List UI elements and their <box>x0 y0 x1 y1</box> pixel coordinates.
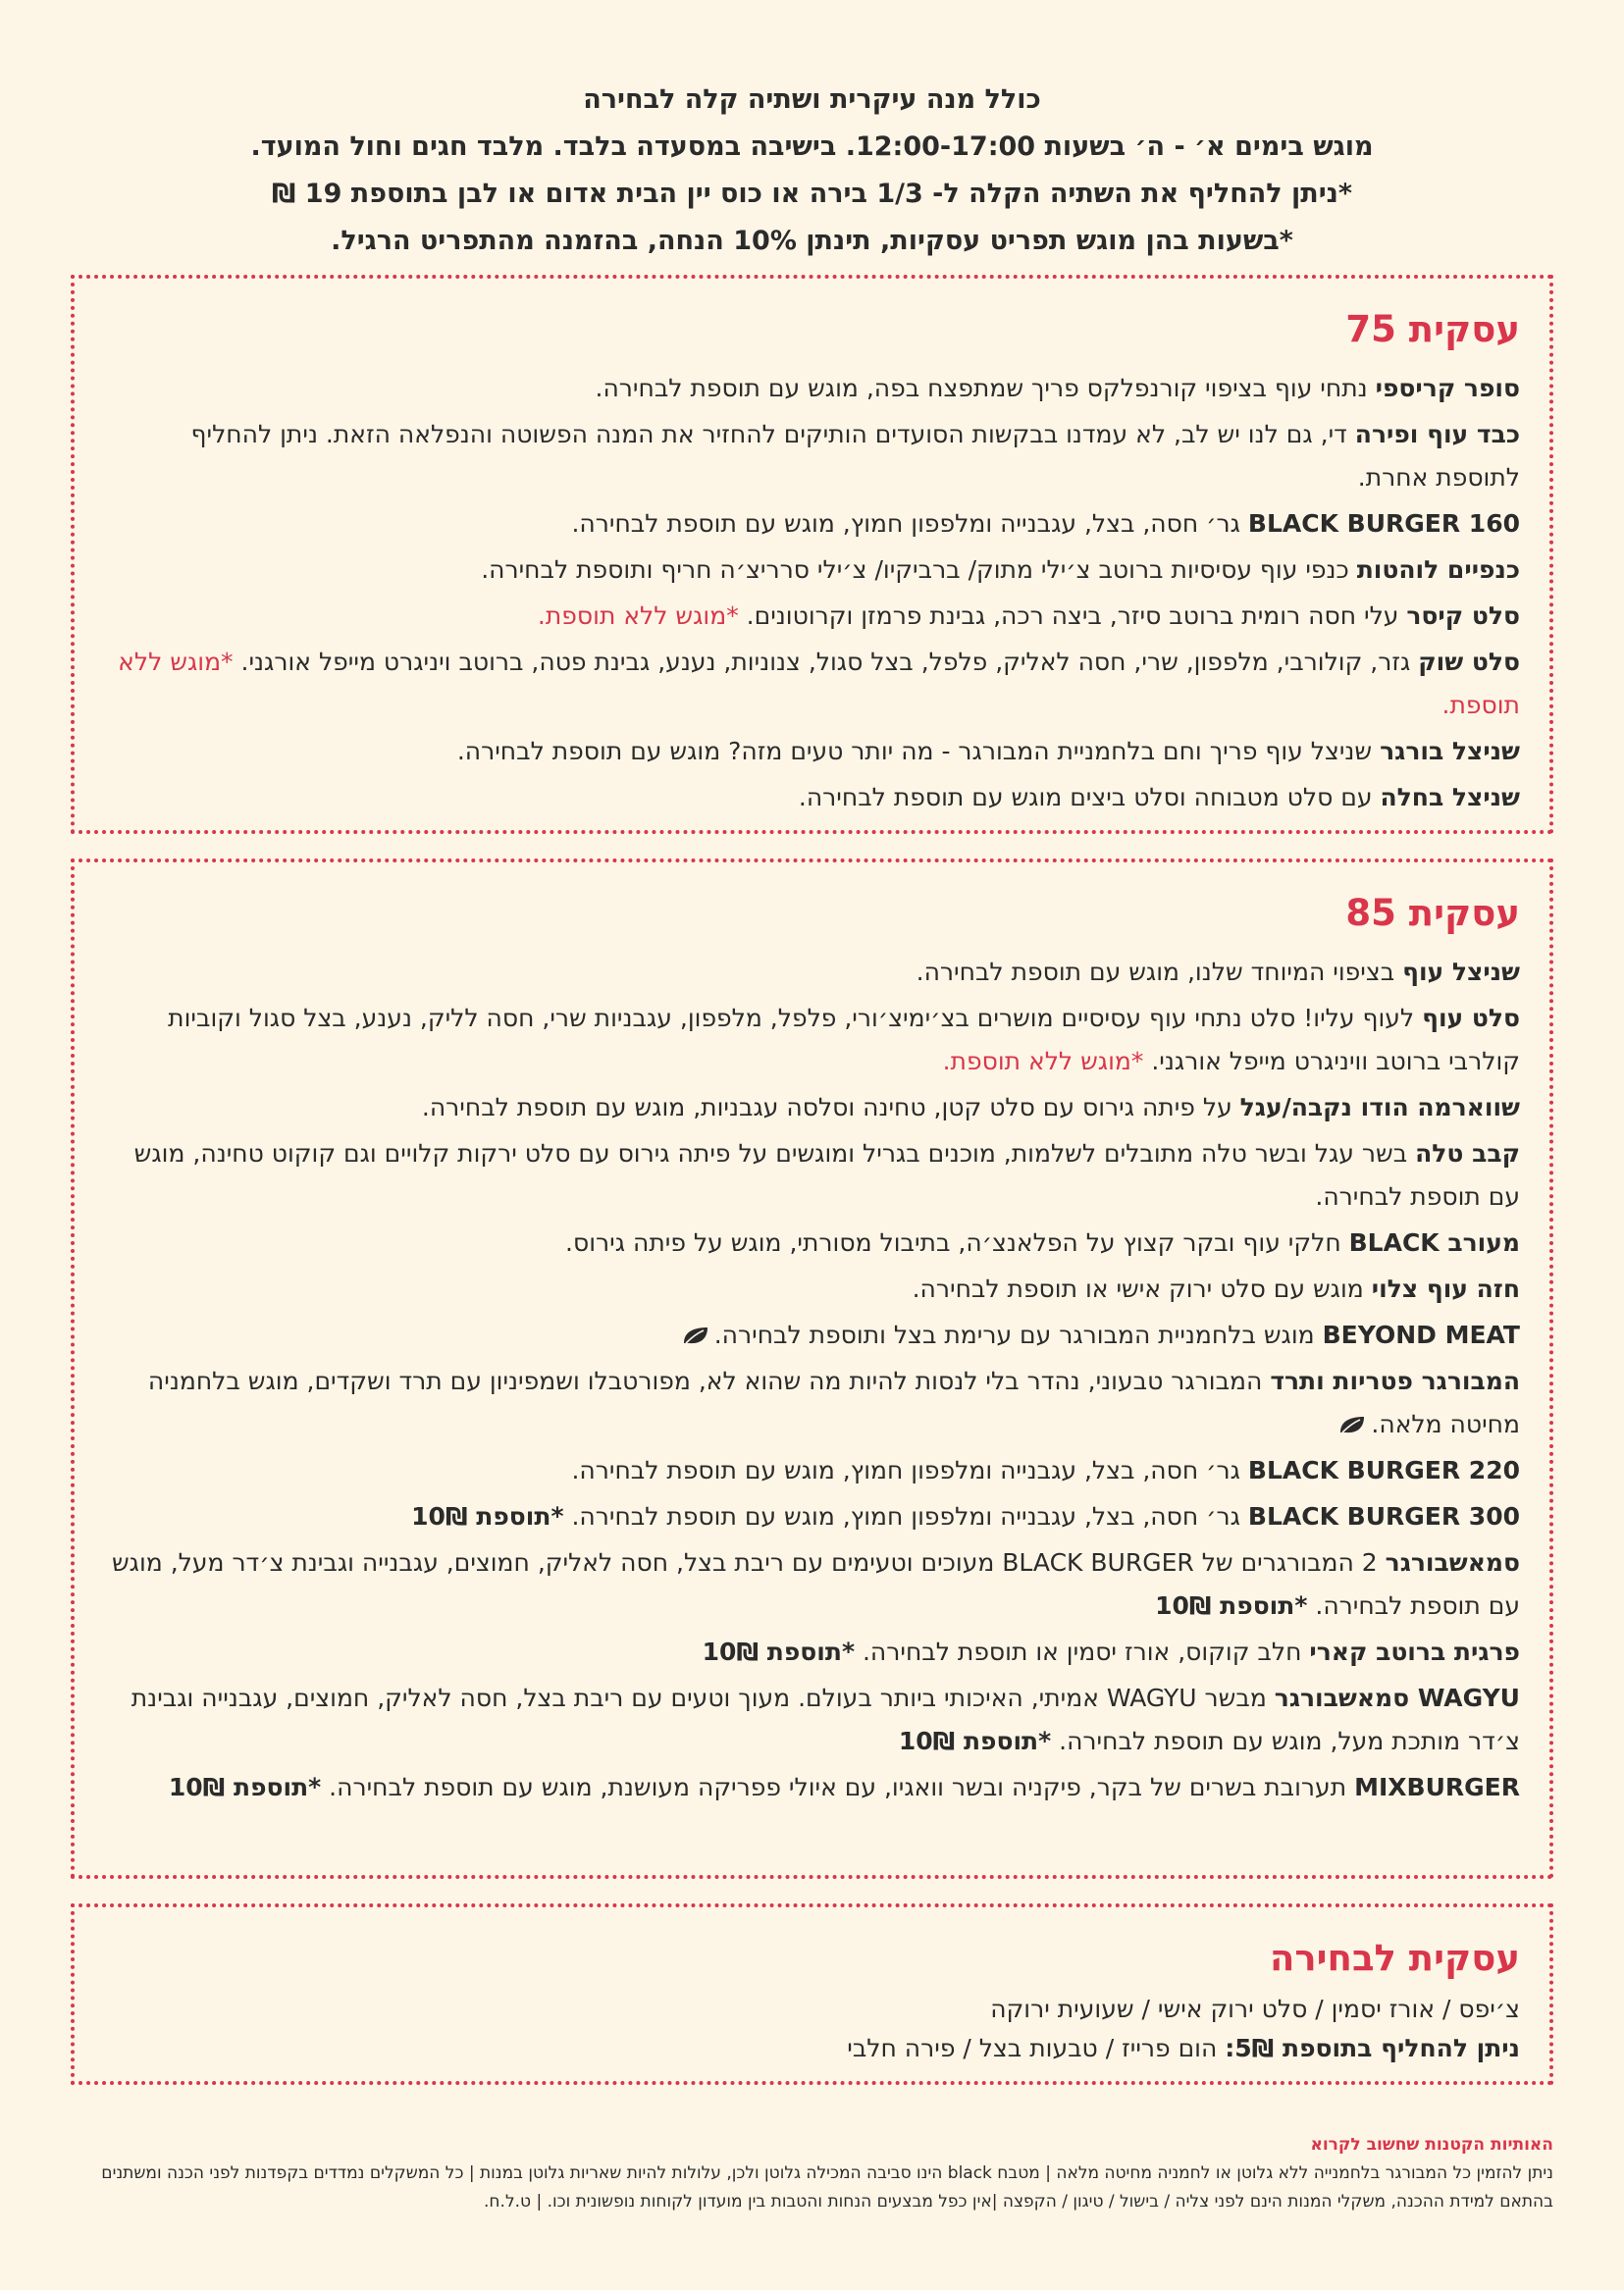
menu-item-name: שניצל עוף <box>1402 958 1520 986</box>
menu-item-name: WAGYU סמאשבורגר <box>1274 1684 1520 1712</box>
menu-item-desc: מוגש בלחמניית המבורגר עם ערימת בצל ותוספת לבחירה. <box>713 1321 1323 1349</box>
menu-item <box>104 1360 1520 1446</box>
menu-item <box>104 595 1520 638</box>
menu-item <box>104 367 1520 410</box>
fine-print <box>71 2131 1553 2216</box>
menu-item-name: חזה עוף צלוי <box>1371 1275 1520 1303</box>
menu-item-name: BLACK BURGER 160 <box>1247 509 1520 538</box>
menu-item-desc: בשר עגל ובשר טלה מתובלים לשלמות, מוכנים בגריל ומוגשים על פיתה גירוס עם סלט ירקות קלויים וגם קוקוט טחינה, מוגש עם תוספת לבחירה. <box>133 1139 1520 1211</box>
menu-item-name: BEYOND MEAT <box>1322 1321 1520 1349</box>
menu-item <box>104 641 1520 727</box>
deal-75-title: עסקית 75 <box>1345 308 1520 350</box>
menu-item <box>104 1495 1520 1538</box>
menu-item-name: BLACK BURGER 220 <box>1247 1456 1520 1484</box>
menu-item-desc: גר׳ חסה, בצל, עגבנייה ומלפפון חמוץ, מוגש עם תוספת לבחירה. <box>571 1456 1248 1484</box>
deal-85-items <box>104 951 1520 1809</box>
menu-item-note: *תוספת 10₪ <box>898 1727 1052 1755</box>
sides-upgrade-label: ניתן להחליף בתוספת 5₪: <box>1225 2034 1520 2062</box>
menu-item-desc: תערובת בשרים של בקר, פיקניה ובשר וואגיו, עם איולי פפריקה מעושנת, מוגש עם תוספת לבחירה. <box>321 1773 1355 1801</box>
menu-item <box>104 1086 1520 1129</box>
header-line-1: כולל מנה עיקרית ושתיה קלה לבחירה <box>583 84 1041 115</box>
menu-item <box>104 1222 1520 1265</box>
sides-upgrade <box>104 2029 1520 2068</box>
fine-print-title: האותיות הקטנות שחשוב לקרוא <box>1310 2135 1553 2155</box>
menu-item-name: מעורב BLACK <box>1348 1228 1520 1257</box>
deal-85-section <box>71 859 1553 1879</box>
menu-item-desc: חלב קוקוס, אורז יסמין או תוספת לבחירה. <box>855 1638 1310 1666</box>
menu-item-note: *תוספת 10₪ <box>702 1638 856 1666</box>
menu-item-desc: בציפוי המיוחד שלנו, מוגש עם תוספת לבחירה. <box>916 958 1403 986</box>
deal-85-title: עסקית 85 <box>1345 892 1520 934</box>
menu-item-name: כבד עוף ופירה <box>1354 420 1520 448</box>
menu-item-note: *תוספת 10₪ <box>1155 1591 1308 1620</box>
deal-75-section <box>71 275 1553 834</box>
menu-item-desc: המבורגר טבעוני, נהדר בלי לנסות להיות מה שהוא לא, מפורטבלו ושמפיניון עם תרד ושקדים, מוגש בלחמניה מחיטה מלאה. <box>147 1367 1520 1438</box>
menu-item-desc: גר׳ חסה, בצל, עגבנייה ומלפפון חמוץ, מוגש עם תוספת לבחירה. <box>571 509 1248 538</box>
menu-item-name: BLACK BURGER 300 <box>1247 1502 1520 1531</box>
menu-item <box>104 502 1520 546</box>
menu-item-name: סלט קיסר <box>1406 601 1520 630</box>
menu-item <box>104 548 1520 592</box>
menu-item-note: *תוספת 10₪ <box>168 1773 322 1801</box>
menu-item <box>104 730 1520 773</box>
header-line-4: *בשעות בהן מוגש תפריט עסקיות, תינתן 10% הנחה, בהזמנה מהתפריט הרגיל. <box>331 226 1293 256</box>
menu-item-name: סופר קריספי <box>1375 374 1520 402</box>
menu-item <box>104 413 1520 499</box>
menu-item-desc: 2 המבורגרים של BLACK BURGER מעוכים וטעימים עם ריבת בצל, חסה לאליק, חמוצים, עגבנייה וגבינת צ׳דר מעל, מוגש עם תוספת לבחירה. <box>111 1548 1520 1620</box>
deal-header <box>118 77 1506 265</box>
menu-item-name: כנפיים לוהטות <box>1356 555 1520 584</box>
menu-item-desc: גזר, קולורבי, מלפפון, שרי, חסה לאליק, פלפל, בצל סגול, צנוניות, נענע, גבינת פטה, ברוטב ויניגרט מייפל אורגני. <box>233 648 1419 676</box>
menu-item-desc: על פיתה גירוס עם סלט קטן, טחינה וסלסה עגבניות, מוגש עם תוספת לבחירה. <box>421 1093 1240 1121</box>
menu-item <box>104 1631 1520 1674</box>
menu-item-name: פרגית ברוטב קארי <box>1309 1638 1520 1666</box>
menu-item-name: MIXBURGER <box>1354 1773 1520 1801</box>
menu-item-name: סמאשבורגר <box>1385 1548 1520 1577</box>
sides-title: עסקית לבחירה <box>1269 1937 1520 1979</box>
header-line-3: *ניתן להחליף את השתיה הקלה ל- 1/3 בירה או כוס יין הבית אדום או לבן בתוספת 19 ₪ <box>271 179 1353 209</box>
menu-item <box>104 951 1520 994</box>
menu-item-desc: עלי חסה רומית ברוטב סיזר, ביצה רכה, גבינת פרמזן וקרוטונים. <box>738 601 1407 630</box>
menu-item-note: *מוגש ללא תוספת. <box>537 601 739 630</box>
sides-upgrade-options: הום פרייז / טבעות בצל / פירה חלבי <box>847 2034 1226 2062</box>
menu-item <box>104 1268 1520 1311</box>
menu-item-name: שניצל בחלה <box>1380 783 1520 811</box>
menu-item-note: *מוגש ללא תוספת. <box>118 648 1520 719</box>
menu-item-desc: מבשר WAGYU אמיתי, האיכותי ביותר בעולם. מעוך וטעים עם ריבת בצל, חסה לאליק, חמוצים, עגבנייה וגבינת צ׳דר מותכת מעל, מוגש עם תוספת לבחירה. <box>131 1684 1520 1755</box>
menu-item-desc: גר׳ חסה, בצל, עגבנייה ומלפפון חמוץ, מוגש עם תוספת לבחירה. <box>563 1502 1248 1531</box>
menu-item-name: שניצל בורגר <box>1380 737 1520 765</box>
menu-item-note: *מוגש ללא תוספת. <box>942 1047 1144 1075</box>
menu-item-name: המבורגר פטריות ותרד <box>1270 1367 1520 1395</box>
leaf-icon <box>1337 1406 1367 1428</box>
menu-item-desc: לעוף עליו! סלט נתחי עוף עסיסיים מושרים בצ׳ימיצ׳ורי, פלפל, מלפפון, עגבניות שרי, חסה לליק, נענע, בצל סגול וקוביות קולרבי ברוטב וויניגרט מייפל אורגני. <box>168 1004 1520 1075</box>
menu-item <box>104 1677 1520 1763</box>
sides-section <box>71 1903 1553 2085</box>
menu-item-note: *תוספת 10₪ <box>411 1502 564 1531</box>
menu-item <box>104 1541 1520 1628</box>
menu-item-desc: חלקי עוף ובקר קצוץ על הפלאנצ׳ה, בתיבול מסורתי, מוגש על פיתה גירוס. <box>565 1228 1349 1257</box>
menu-item-name: סלט שוק <box>1418 648 1520 676</box>
deal-75-items <box>104 367 1520 819</box>
menu-item <box>104 1449 1520 1492</box>
menu-item <box>104 1314 1520 1357</box>
menu-item-desc: די, גם לנו יש לב, לא עמדנו בבקשות הסועדים הותיקים להחזיר את המנה הפשוטה והנפלאה הזאת. ניתן להחליף לתוספת אחרת. <box>190 420 1520 492</box>
menu-item-name: שווארמה הודו נקבה/עגל <box>1239 1093 1520 1121</box>
fine-print-text: ניתן להזמין כל המבורגר בלחמנייה ללא גלוטן או לחמניה מחיטה מלאה | מטבח black הינו סביבה המכילה גלוטן ולכן, עלולות להיות שאריות גלוטן במנות | כל המשקלים נמדדים בקפדנות לפני הכנה ומשתנים בהתאם למידת ההכנה, משקלי המנות הינם לפני צליה / בישול / טיגון / הקפצה |אין כפל מבצעים הנחות והטבות בין מועדון לקוחות נופשונית וכו. | ט.ל.ח. <box>101 2163 1553 2212</box>
menu-item-name: קבב טלה <box>1415 1139 1520 1168</box>
sides-options: צ׳יפס / אורז יסמין / סלט ירוק אישי / שעועית ירוקה <box>990 1995 1520 2023</box>
menu-item <box>104 1766 1520 1809</box>
menu-item <box>104 997 1520 1083</box>
menu-item-desc: נתחי עוף בציפוי קורנפלקס פריך שמתפצח בפה, מוגש עם תוספת לבחירה. <box>595 374 1376 402</box>
menu-item-desc: כנפי עוף עסיסיות ברוטב צ׳ילי מתוק/ ברביקיו/ צ׳ילי סרריצ׳ה חריף ותוספת לבחירה. <box>481 555 1357 584</box>
menu-item-desc: שניצל עוף פריך וחם בלחמניית המבורגר - מה יותר טעים מזה? מוגש עם תוספת לבחירה. <box>456 737 1381 765</box>
menu-item-desc: עם סלט מטבוחה וסלט ביצים מוגש עם תוספת לבחירה. <box>798 783 1381 811</box>
leaf-icon <box>681 1317 710 1338</box>
menu-item-name: סלט עוף <box>1422 1004 1520 1032</box>
menu-item <box>104 776 1520 819</box>
menu-item <box>104 1132 1520 1219</box>
header-line-2: מוגש בימים א׳ - ה׳ בשעות 12:00-17:00. בישיבה במסעדה בלבד. מלבד חגים וחול המועד. <box>250 131 1374 162</box>
menu-item-desc: מוגש עם סלט ירוק אישי או תוספת לבחירה. <box>912 1275 1372 1303</box>
